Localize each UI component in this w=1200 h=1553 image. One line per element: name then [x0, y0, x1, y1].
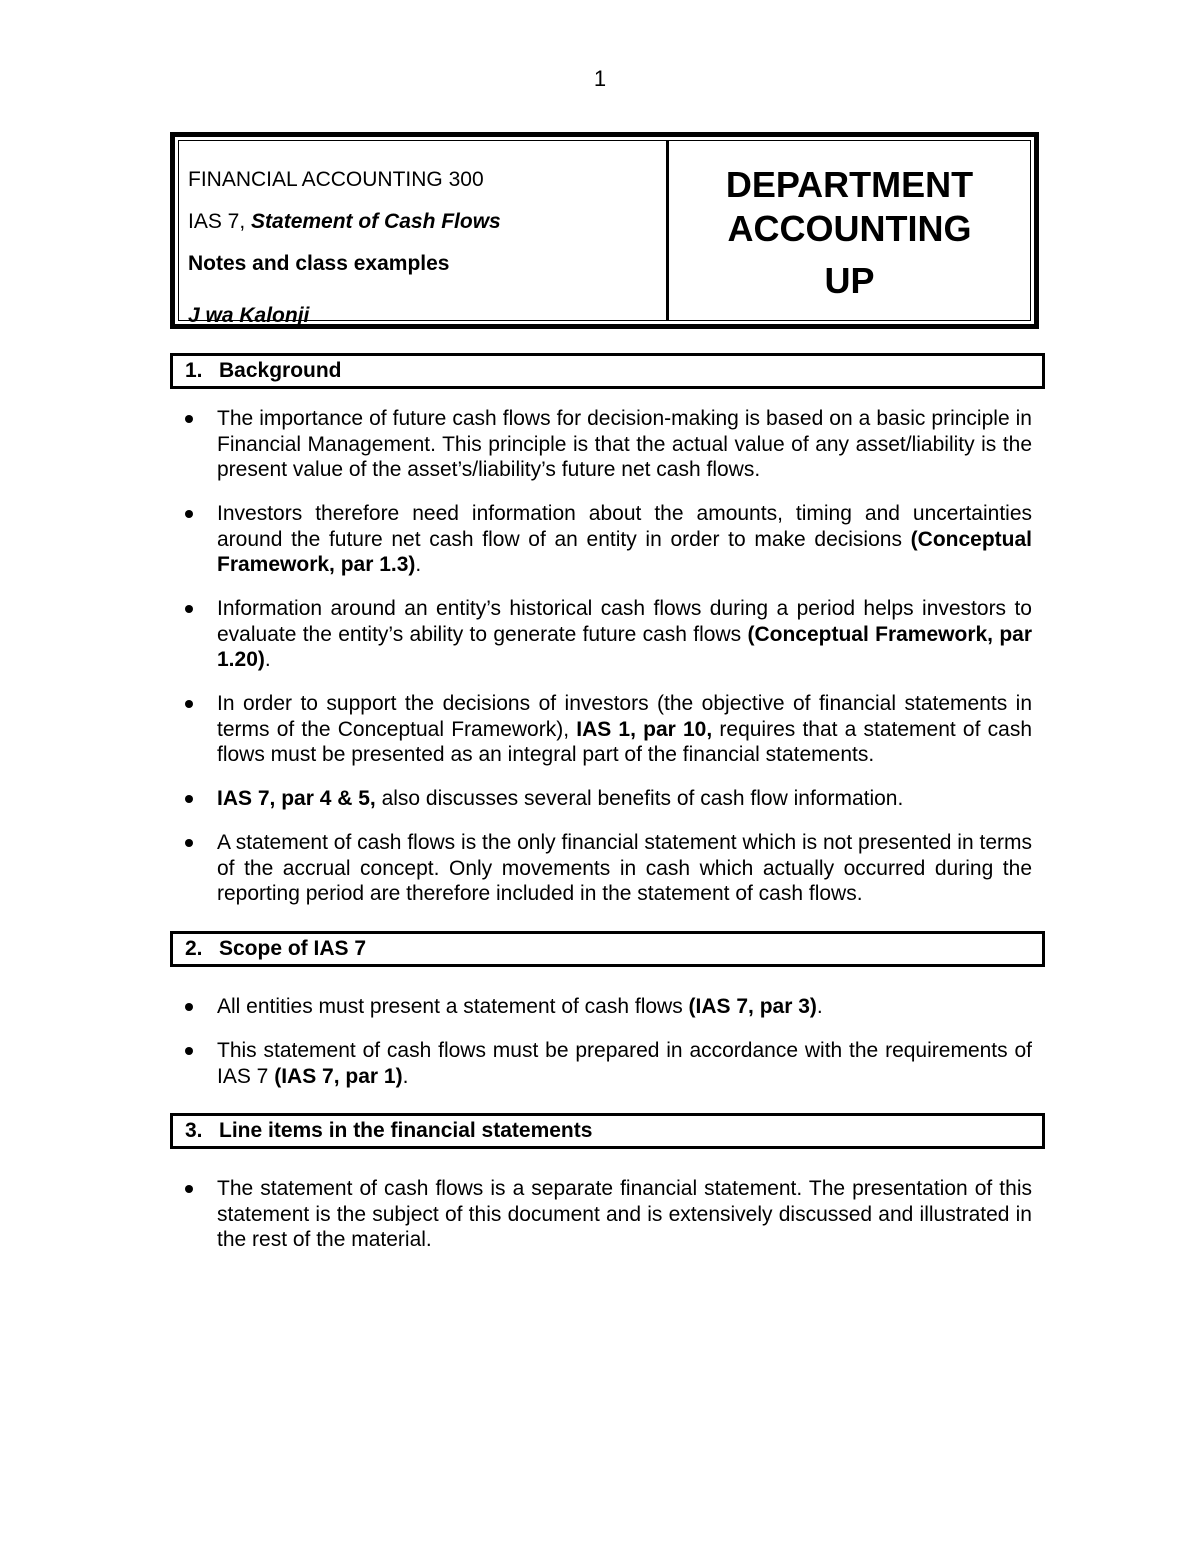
section-number: 1.	[185, 359, 203, 382]
list-item	[176, 1176, 1032, 1253]
background-bullet-list	[176, 406, 1032, 925]
standard-prefix: IAS 7,	[188, 210, 252, 233]
bullet-reference: (Conceptual Framework, par 1.3)	[217, 527, 1032, 576]
bullet-text: .	[816, 995, 823, 1018]
bullet-text: This statement of cash flows must be prepared in accordance with the requirements of IAS 7	[217, 1039, 1032, 1088]
department-line-3: UP	[824, 260, 875, 301]
bullet-reference: (Conceptual Framework, par 1.20)	[217, 622, 1033, 671]
list-item	[176, 786, 1032, 812]
bullet-reference: (IAS 7, par 1)	[274, 1064, 403, 1088]
bullet-text: The importance of future cash flows for decision-making is based on a basic principle in Financial Management. This principle is that the actual value of any asset/liability is the present value of the asset’s/liability’s future net cash flows.	[217, 407, 1032, 481]
course-title: FINANCIAL ACCOUNTING 300	[188, 168, 484, 191]
section-title: Background	[219, 359, 342, 382]
list-item	[176, 596, 1032, 673]
bullet-text: .	[415, 553, 422, 576]
section-title: Scope of IAS 7	[219, 937, 367, 960]
list-item	[176, 406, 1032, 483]
bullet-text: In order to support the decisions of investors (the objective of financial statements in terms of the Conceptual Framework),	[217, 692, 1032, 741]
bullet-text: The statement of cash flows is a separate financial statement. The presentation of this statement is the subject of this document and is extensively discussed and illustrated in the rest of the material.	[217, 1177, 1032, 1251]
section-heading-background	[170, 353, 1045, 389]
bullet-text: .	[264, 648, 271, 671]
department-line-1: DEPARTMENT	[725, 164, 974, 205]
list-item	[176, 501, 1032, 578]
list-item	[176, 691, 1032, 768]
title-block	[170, 132, 1039, 329]
section-number: 3.	[185, 1119, 203, 1142]
line-items-bullet-list	[176, 1176, 1032, 1271]
bullet-text: All entities must present a statement of cash flows	[217, 995, 689, 1018]
section-heading-scope	[170, 931, 1045, 967]
section-number: 2.	[185, 937, 203, 960]
list-item	[176, 994, 1032, 1020]
list-item	[176, 1038, 1032, 1089]
bullet-reference: (IAS 7, par 3)	[688, 995, 817, 1018]
bullet-text: A statement of cash flows is the only financial statement which is not presented in terms of the accrual concept. Only movements in cash which actually occurred during the reporting period are therefore included in the statement of cash flows.	[217, 831, 1032, 905]
bullet-text: Information around an entity’s historical cash flows during a period helps investors to evaluate the entity’s ability to generate future cash flows	[217, 597, 1032, 646]
standard-title: Statement of Cash Flows	[251, 210, 501, 233]
document-subtitle: Notes and class examples	[188, 252, 450, 275]
bullet-reference: IAS 1, par 10,	[576, 717, 713, 741]
department-block	[669, 141, 1030, 320]
title-block-inner	[178, 140, 1031, 327]
bullet-text: .	[402, 1064, 409, 1088]
standard-line	[188, 201, 666, 243]
bullet-text: also discusses several benefits of cash flow information.	[375, 787, 904, 810]
list-item	[176, 830, 1032, 907]
page-number: 1	[593, 66, 607, 91]
author-name: J wa Kalonji	[188, 304, 310, 327]
department-line-2: ACCOUNTING	[727, 208, 972, 249]
section-title: Line items in the financial statements	[219, 1119, 593, 1142]
bullet-text: requires that a statement of cash flows must be presented as an integral part of the financial statements.	[217, 717, 1032, 766]
bullet-text: Investors therefore need information about the amounts, timing and uncertainties around the future net cash flow of an entity in order to make decisions	[217, 502, 1032, 551]
section-heading-line-items	[170, 1113, 1045, 1149]
bullet-reference: IAS 7, par 4 & 5,	[217, 787, 376, 810]
title-block-left	[179, 141, 669, 327]
scope-bullet-list	[176, 994, 1032, 1108]
